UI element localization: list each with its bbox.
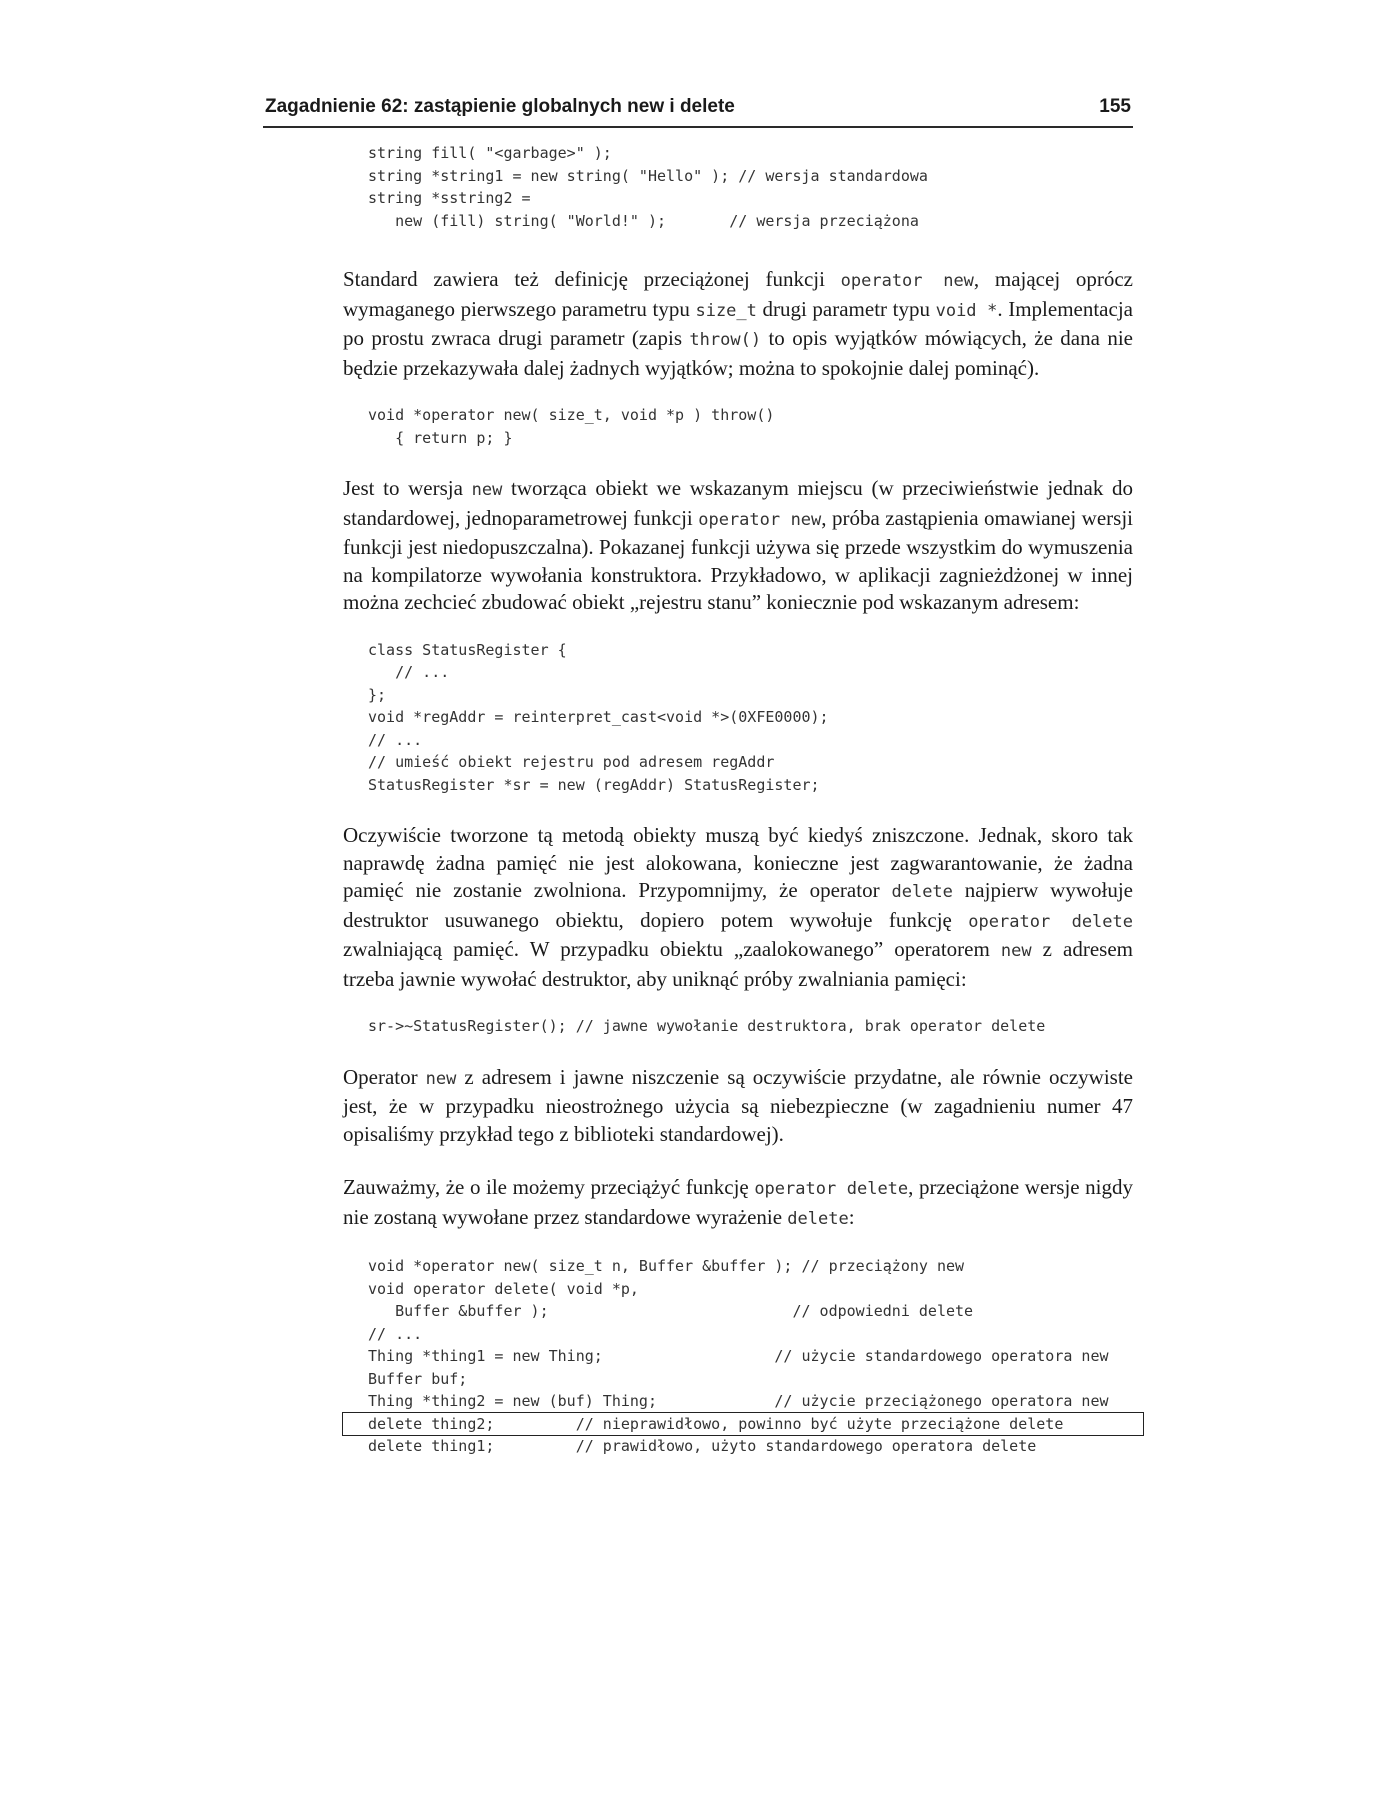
code-block-2: void *operator new( size_t, void *p ) throw() { return p; } (368, 406, 775, 447)
paragraph-4: Operator new z adresem i jawne niszczenie są oczywiście przydatne, ale równie oczywiste jest, że w przypadku nieostrożnego użycia są niebezpieczne (w zagadnieniu numer 47 opisaliśmy przykład tego z biblioteki standardowej). (343, 1064, 1133, 1146)
code-block-3: class StatusRegister { // ... }; void *regAddr = reinterpret_cast<void *>(0XFE0000); // ... // umieść obiekt rejestru pod adresem regAddr StatusRegister *sr = new (regAddr) StatusRegister; (368, 640, 829, 794)
book-page (263, 94, 1133, 1458)
code-block-4: sr->~StatusRegister(); // jawne wywołanie destruktora, brak operator delete (368, 1017, 1046, 1035)
code-block-5: void *operator new( size_t n, Buffer &buffer ); // przeciążony new void operator delete( void *p, Buffer &buffer ); // odpowiedni delete // ... Thing *thing1 = new Thing; // użycie standardowego operatora new Buffer buf; Thing *thing2 = new (buf) Thing; // użycie przeciążonego operatora new (368, 1257, 1109, 1410)
paragraph-5: Zauważmy, że o ile możemy przeciążyć funkcję operator delete, przeciążone wersje nigdy nie zostaną wywołane przez standardowe wyrażenie delete: (343, 1175, 1133, 1229)
code-block-5-last-line: delete thing1; // prawidłowo, użyto standardowego operatora delete (368, 1437, 1037, 1455)
running-header (263, 94, 1133, 128)
paragraph-2: Jest to wersja new tworząca obiekt we wskazanym miejscu (w przeciwieństwie jednak do standardowej, jednoparametrowej funkcji operator new, próba zastąpienia omawianej wersji funkcji jest niedopuszczalna). Pokazanej funkcji używa się przede wszystkim do wymuszenia na kompilatorze wywołania konstruktora. Przykładowo, w aplikacji zagnieżdżonej w innej można zechcieć zbudować obiekt „rejestru stanu” koniecznie pod wskazanym adresem: (343, 476, 1133, 614)
code-block-5-highlighted-line (343, 1413, 1133, 1436)
page-body (343, 128, 1133, 1458)
chapter-title: Zagadnienie 62: zastąpienie globalnych new i delete (265, 96, 735, 117)
code-block-1: string fill( "<garbage>" ); string *string1 = new string( "Hello" ); // wersja standardowa string *sstring2 = new (fill) string( "World!" ); // wersja przeciążona (368, 144, 928, 230)
highlight-box: delete thing2; // nieprawidłowo, powinno być użyte przeciążone delete (343, 1413, 1143, 1436)
paragraph-3: Oczywiście tworzone tą metodą obiekty muszą być kiedyś zniszczone. Jednak, skoro tak naprawdę żadna pamięć nie jest alokowana, konieczne jest zagwarantowanie, że żadna pamięć nie zostanie zwolniona. Przypomnijmy, że operator delete najpierw wywołuje destruktor usuwanego obiektu, dopiero potem wywołuje funkcję operator delete zwalniającą pamięć. W przypadku obiektu „zaalokowanego” operatorem new z adresem trzeba jawnie wywołać destruktor, aby uniknąć próby zwalniania pamięci: (343, 823, 1134, 991)
paragraph-1: Standard zawiera też definicję przeciążonej funkcji operator new, mającej oprócz wymaganego pierwszego parametru typu size_t drugi parametr typu void *. Implementacja po prostu zwraca drugi parametr (zapis throw() to opis wyjątków mówiących, że dana nie będzie przekazywała dalej żadnych wyjątków; można to spokojnie dalej pominąć). (343, 267, 1134, 380)
page-number: 155 (1099, 96, 1131, 117)
